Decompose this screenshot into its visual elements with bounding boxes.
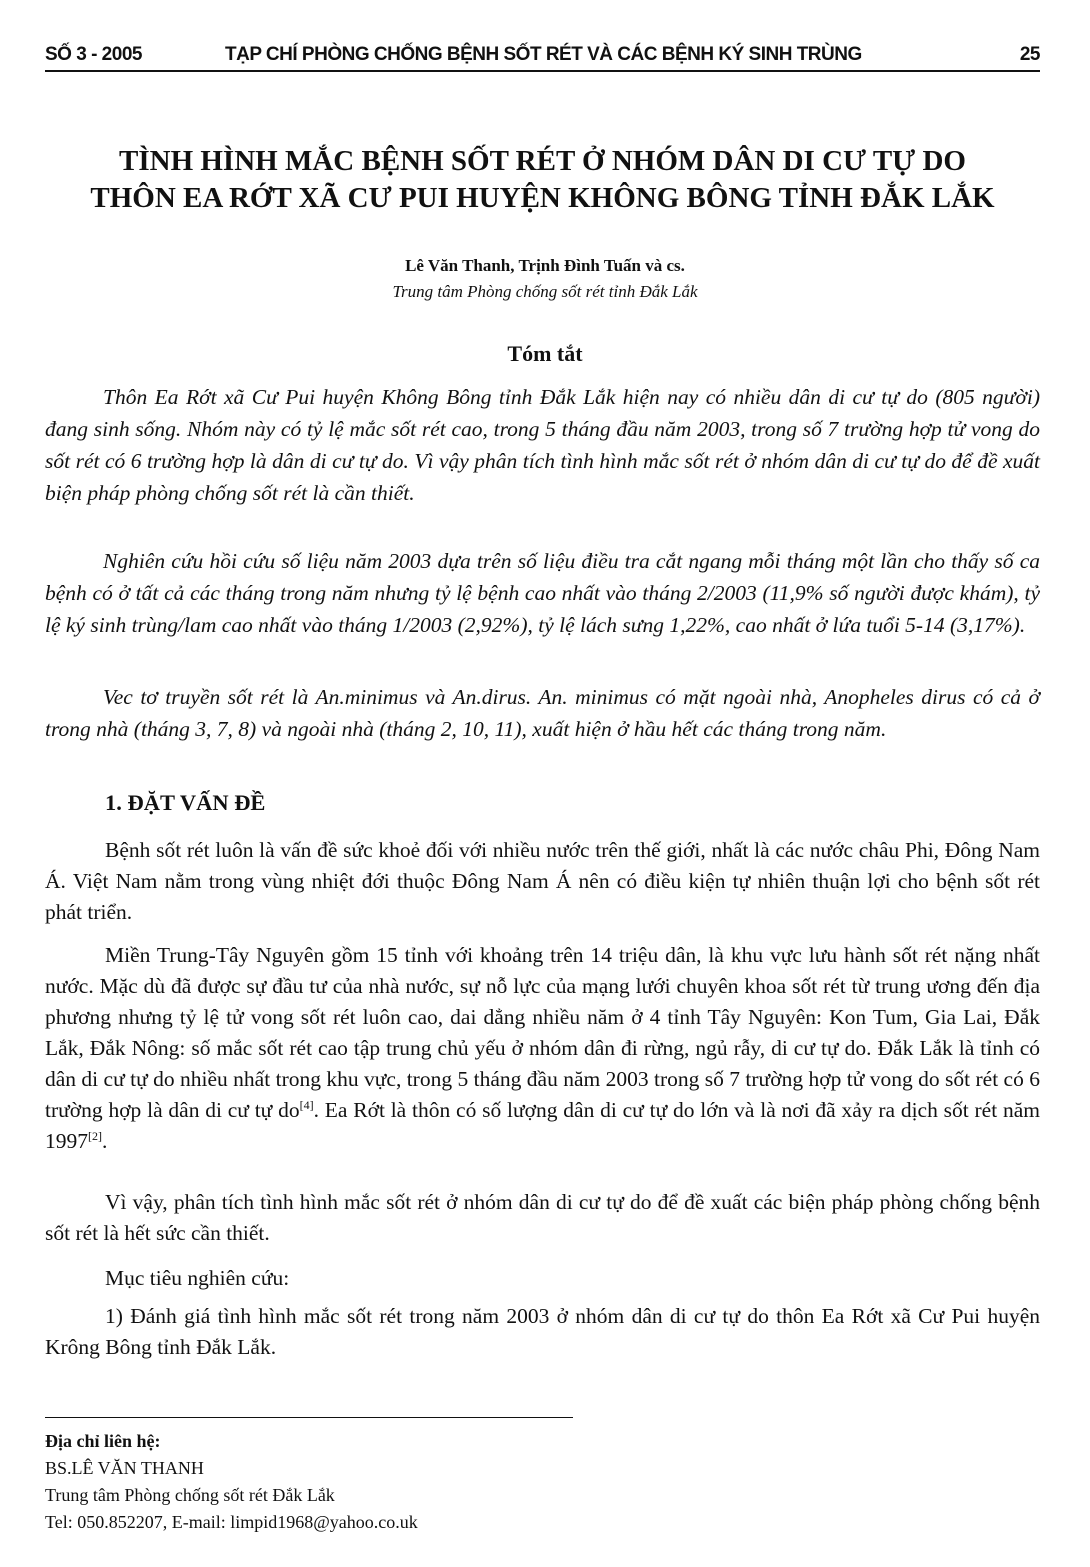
body-paragraph: Vì vậy, phân tích tình hình mắc sốt rét ở nhóm dân di cư tự do để đề xuất các biện pháp phòng chống bệnh sốt rét là hết sức cần thiết.	[45, 1190, 1040, 1245]
contact-details: Tel: 050.852207, E-mail: limpid1968@yahoo.co.uk	[45, 1512, 418, 1532]
title-line-2: THÔN EA RỚT XÃ CƯ PUI HUYỆN KHÔNG BÔNG TỈNH ĐẮK LẮK	[90, 182, 995, 214]
abstract-heading: Tóm tắt	[507, 341, 583, 366]
citation-ref: [4]	[299, 1097, 314, 1112]
paragraph-text: .	[102, 1129, 108, 1153]
section-heading: 1. ĐẶT VẤN ĐỀ	[105, 790, 266, 815]
contact-organization: Trung tâm Phòng chống sốt rét Đắk Lắk	[45, 1485, 335, 1505]
page-number: 25	[1019, 44, 1040, 65]
paragraph-text: . Ea Rớt là thôn có số lượng dân di cư tự do lớn và là nơi đã xảy ra dịch sốt rét năm 1997	[45, 1098, 1040, 1153]
paragraph-text: Miền Trung-Tây Nguyên gồm 15 tỉnh với khoảng trên 14 triệu dân, là khu vực lưu hành sốt rét nặng nhất nước. Mặc dù đã được sự đầu tư của nhà nước, sự nỗ lực của mạng lưới chuyên khoa sốt rét từ trung ương đến địa phương nhưng tỷ lệ tử vong sốt rét luôn cao, dai dẳng nhiều năm ở 4 tỉnh Tây Nguyên: Kon Tum, Gia Lai, Đắk Lắk, Đắk Nông: số mắc sốt rét cao tập trung chủ yếu ở nhóm dân đi rừng, ngủ rẫy, di cư tự do. Đắk Lắk là tỉnh có dân di cư tự do nhiều nhất trong khu vực, trong 5 tháng đầu năm 2003 trong số 7 trường hợp tử vong do sốt rét có 6 trường hợp là dân di cư tự do	[45, 943, 1040, 1122]
abstract-paragraph: Nghiên cứu hồi cứu số liệu năm 2003 dựa trên số liệu điều tra cắt ngang mỗi tháng một lần cho thấy số ca bệnh có ở tất cả các tháng trong năm nhưng tỷ lệ bệnh cao nhất vào tháng 2/2003 (11,9% số người được khám), tỷ lệ ký sinh trùng/lam cao nhất vào tháng 1/2003 (2,92%), tỷ lệ lách sưng 1,22%, cao nhất ở lứa tuổi 5-14 (3,17%).	[45, 549, 1040, 637]
contact-footnote	[45, 1428, 745, 1536]
article-title	[45, 143, 1040, 217]
body-paragraph: 1) Đánh giá tình hình mắc sốt rét trong năm 2003 ở nhóm dân di cư tự do thôn Ea Rớt xã Cư Pui huyện Krông Bông tỉnh Đắk Lắk.	[45, 1304, 1040, 1359]
running-header	[45, 40, 1040, 72]
abstract-paragraph: Vec tơ truyền sốt rét là An.minimus và An.dirus. An. minimus có mặt ngoài nhà, Anopheles dirus có cả ở trong nhà (tháng 3, 7, 8) và ngoài nhà (tháng 2, 10, 11), xuất hiện ở hầu hết các tháng trong năm.	[45, 685, 1040, 741]
affiliation: Trung tâm Phòng chống sốt rét tỉnh Đắk Lắk	[392, 282, 698, 301]
body-paragraph: Mục tiêu nghiên cứu:	[105, 1266, 290, 1290]
title-line-1: TÌNH HÌNH MẮC BỆNH SỐT RÉT Ở NHÓM DÂN DI CƯ TỰ DO	[119, 145, 966, 177]
journal-title: TẠP CHÍ PHÒNG CHỐNG BỆNH SỐT RÉT VÀ CÁC BỆNH KÝ SINH TRÙNG	[225, 44, 862, 65]
issue-number: SỐ 3 - 2005	[45, 44, 142, 65]
footnote-label: Địa chỉ liên hệ:	[45, 1431, 161, 1451]
footnote-divider	[45, 1417, 573, 1418]
authors: Lê Văn Thanh, Trịnh Đình Tuấn và cs.	[405, 256, 685, 275]
body-paragraph	[45, 940, 1040, 1157]
abstract-paragraph: Thôn Ea Rớt xã Cư Pui huyện Không Bông tỉnh Đắk Lắk hiện nay có nhiều dân di cư tự do (805 người) đang sinh sống. Nhóm này có tỷ lệ mắc sốt rét cao, trong 5 tháng đầu năm 2003, trong số 7 trường hợp tử vong do sốt rét có 6 trường hợp là dân di cư tự do. Vì vậy phân tích tình hình mắc sốt rét ở nhóm dân di cư tự do để đề xuất biện pháp phòng chống sốt rét là cần thiết.	[45, 385, 1040, 505]
contact-name: BS.LÊ VĂN THANH	[45, 1458, 204, 1478]
citation-ref: [2]	[88, 1128, 102, 1143]
body-paragraph: Bệnh sốt rét luôn là vấn đề sức khoẻ đối với nhiều nước trên thế giới, nhất là các nước châu Phi, Đông Nam Á. Việt Nam nằm trong vùng nhiệt đới thuộc Đông Nam Á nên có điều kiện tự nhiên thuận lợi cho bệnh sốt rét phát triển.	[45, 838, 1040, 924]
